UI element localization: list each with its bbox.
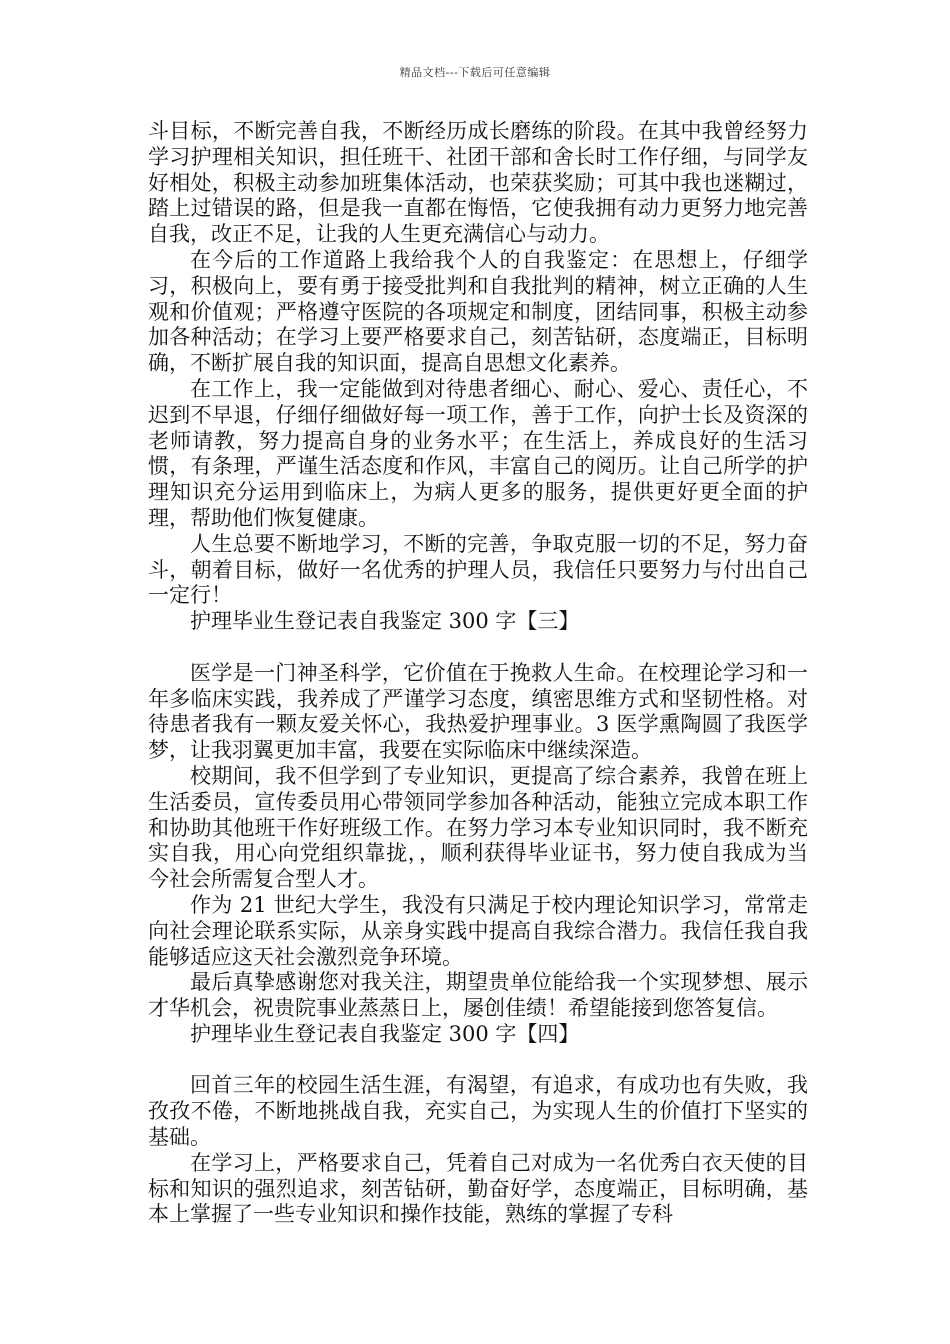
page-header: 精品文档---下载后可任意编辑 xyxy=(399,66,551,79)
paragraph: 最后真挚感谢您对我关注，期望贵单位能给我一个实现梦想、展示才华机会，祝贵院事业蒸蒸日上，屡创佳绩！希望能接到您答复信。 xyxy=(148,970,808,1021)
section-title-4: 护理毕业生登记表自我鉴定 300 字【四】 xyxy=(190,1021,580,1046)
paragraph: 在学习上，严格要求自己，凭着自己对成为一名优秀白衣天使的目标和知识的强烈追求，刻苦钻研，勤奋好学，态度端正，目标明确，基本上掌握了一些专业知识和操作技能，熟练的掌握了专科 xyxy=(148,1150,808,1227)
paragraph: 在今后的工作道路上我给我个人的自我鉴定：在思想上，仔细学习，积极向上，要有勇于接受批判和自我批判的精神，树立正确的人生观和价值观；严格遵守医院的各项规定和制度，团结同事，积极主动参加各种活动；在学习上要严格要求自己，刻苦钻研，态度端正，目标明确，不断扩展自我的知识面，提高自思想文化素养。 xyxy=(148,247,808,376)
blank-line xyxy=(148,1048,808,1074)
paragraph: 斗目标，不断完善自我，不断经历成长磨练的阶段。在其中我曾经努力学习护理相关知识，担任班干、社团干部和舍长时工作仔细，与同学友好相处，积极主动参加班集体活动，也荣获奖励；可其中我也迷糊过，踏上过错误的路，但是我一直都在悔悟，它使我拥有动力更努力地完善自我，改正不足，让我的人生更充满信心与动力。 xyxy=(148,119,808,247)
paragraph: 在工作上，我一定能做到对待患者细心、耐心、爱心、责任心，不迟到不早退，仔细仔细做好每一项工作，善于工作，向护士长及资深的老师请教，努力提高自身的业务水平；在生活上，养成良好的生活习惯，有条理，严谨生活态度和作风，丰富自己的阅历。让自己所学的护理知识充分运用到临床上，为病人更多的服务，提供更好更全面的护理，帮助他们恢复健康。 xyxy=(148,376,808,530)
paragraph: 人生总要不断地学习，不断的完善，争取克服一切的不足，努力奋斗，朝着目标，做好一名优秀的护理人员，我信任只要努力与付出自己一定行！ xyxy=(148,531,808,608)
blank-line xyxy=(148,635,808,661)
paragraph: 校期间，我不但学到了专业知识，更提高了综合素养，我曾在班上生活委员，宣传委员用心带领同学参加各种活动，能独立完成本职工作和协助其他班干作好班级工作。在努力学习本专业知识同时，我不断充实自我，用心向党组织靠拢，，顺利获得毕业证书，努力使自我成为当今社会所需复合型人才。 xyxy=(148,763,808,892)
paragraph: 回首三年的校园生活生涯，有渴望，有追求，有成功也有失败，我孜孜不倦，不断地挑战自我，充实自己，为实现人生的价值打下坚实的基础。 xyxy=(148,1073,808,1150)
document-body xyxy=(148,119,808,1228)
paragraph: 作为 21 世纪大学生，我没有只满足于校内理论知识学习，常常走向社会理论联系实际，从亲身实践中提高自我综合潜力。我信任我自我能够适应这天社会激烈竞争环境。 xyxy=(148,892,808,969)
section-title-3: 护理毕业生登记表自我鉴定 300 字【三】 xyxy=(190,609,580,634)
paragraph: 医学是一门神圣科学，它价值在于挽救人生命。在校理论学习和一年多临床实践，我养成了严谨学习态度，缜密思维方式和坚韧性格。对待患者我有一颗友爱关怀心，我热爱护理事业。3 医学熏陶圆了我医学梦，让我羽翼更加丰富，我要在实际临床中继续深造。 xyxy=(148,660,808,763)
